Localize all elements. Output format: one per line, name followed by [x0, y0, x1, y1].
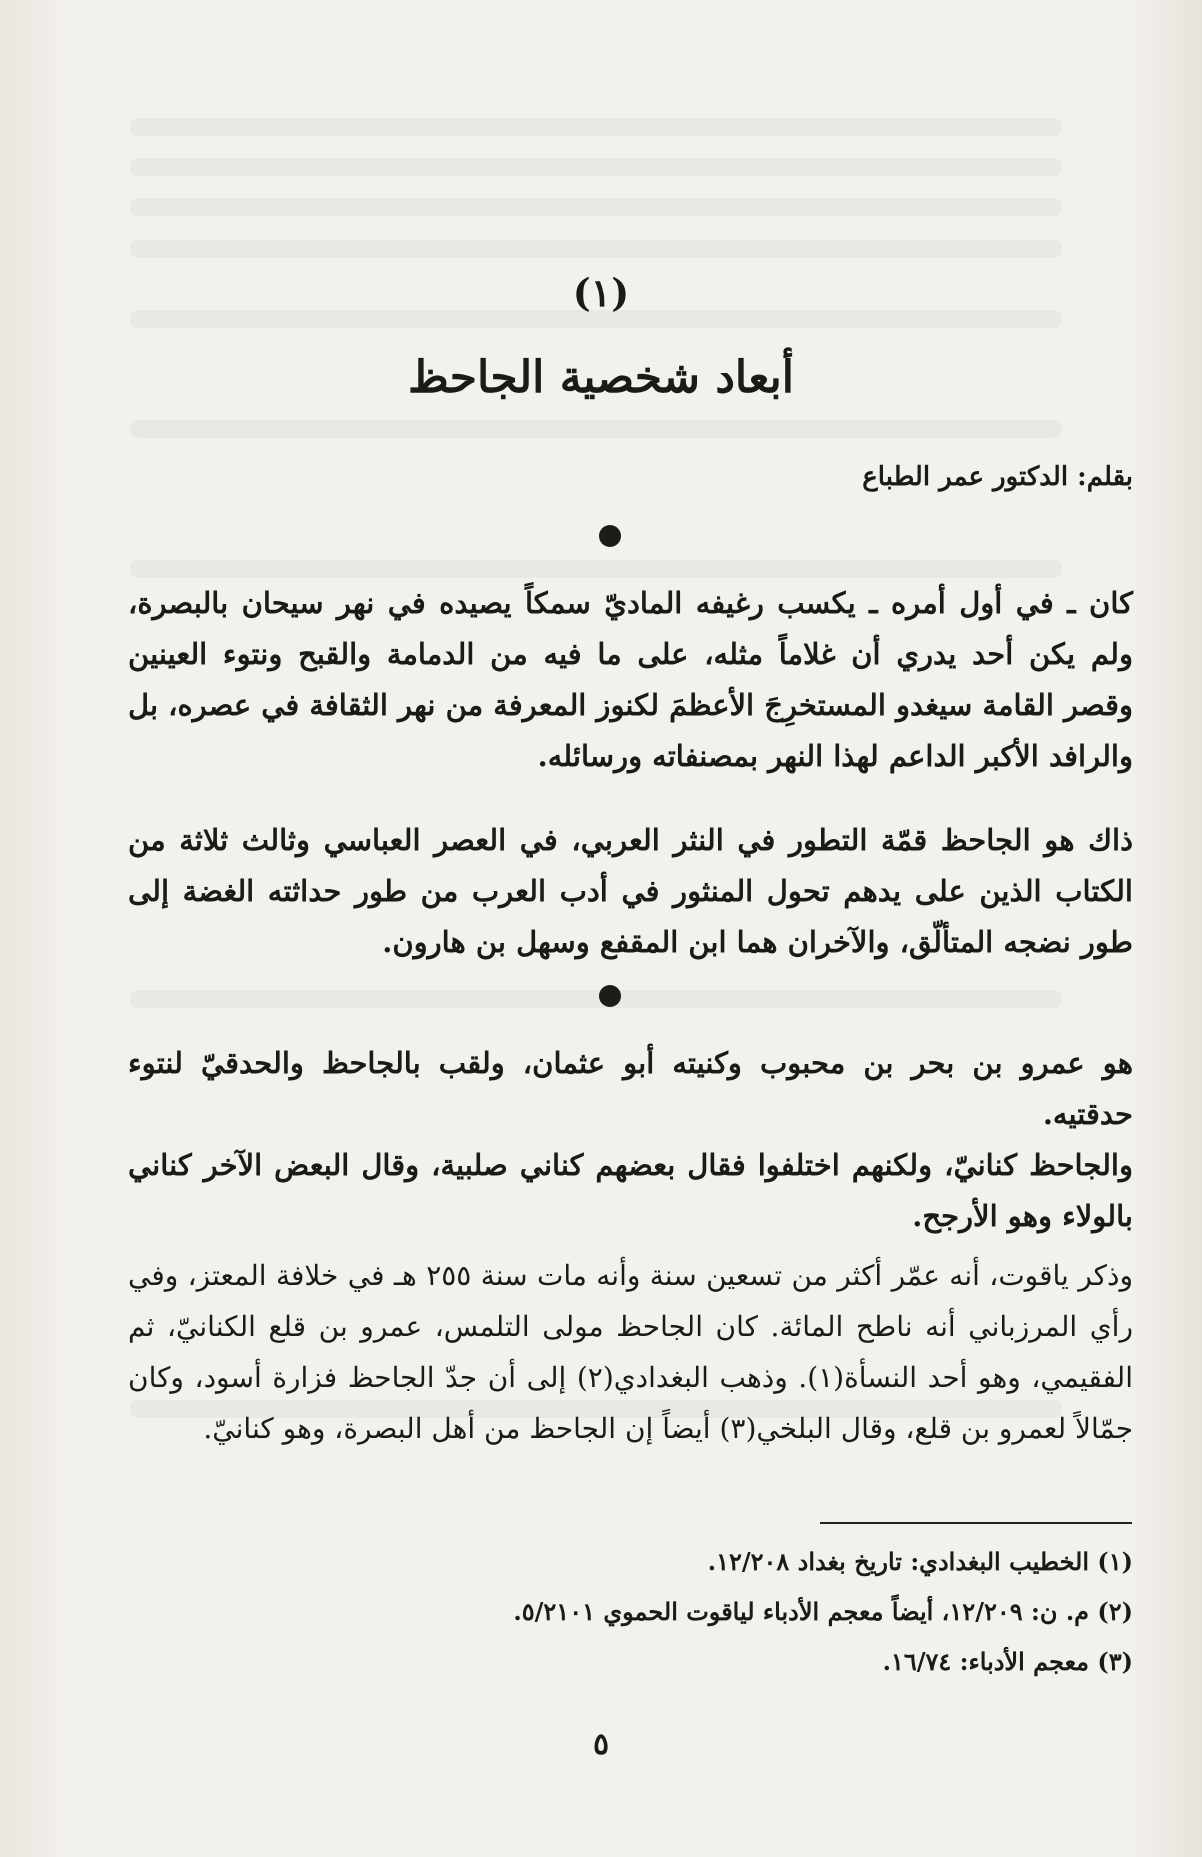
paragraph: ذاك هو الجاحظ قمّة التطور في النثر العربي، في العصر العباسي وثالث ثلاثة من الكتاب الذين على يدهم تحول المنثور في أدب العرب من طور حداثته الغضة إلى طور نضجه المتألّق، والآخران هما ابن المقفع وسهل بن هارون.: [128, 823, 1133, 959]
paragraph: هو عمرو بن بحر بن محبوب وكنيته أبو عثمان، ولقب بالجاحظ والحدقيّ لنتوء حدقتيه.: [128, 1046, 1133, 1131]
footnote: (٢) م. ن: ١٢/٢٠٩، أيضاً معجم الأدباء لياقوت الحموي ٥/٢١٠١.: [513, 1597, 1133, 1626]
footnote-rule: [820, 1522, 1132, 1524]
page-number: ٥: [592, 1727, 610, 1762]
chapter-number: (١): [572, 270, 630, 315]
footnote: (٣) معجم الأدباء: ١٦/٧٤.: [882, 1647, 1133, 1676]
author-line: بقلم: الدكتور عمر الطباع: [862, 462, 1133, 492]
paragraph: وذكر ياقوت، أنه عمّر أكثر من تسعين سنة وأنه مات سنة ٢٥٥ هـ في خلافة المعتز، وفي رأي المرزباني أنه ناطح المائة. كان الجاحظ مولى التلمس، عمرو بن قلع الكنانيّ، ثم الفقيمي، وهو أحد النسأة(١). وذهب البغدادي(٢) إلى أن جدّ الجاحظ فزارة أسود، وكان جمّالاً لعمرو بن قلع، وقال البلخي(٣) أيضاً إن الجاحظ من أهل البصرة، وهو كنانيّ.: [128, 1259, 1133, 1445]
show-through: [130, 990, 1062, 1008]
section-dot: [599, 985, 621, 1007]
section-dot: [599, 525, 621, 547]
show-through: [130, 198, 1062, 216]
chapter-title: أبعاد شخصية الجاحظ: [407, 352, 795, 403]
show-through: [130, 118, 1062, 136]
paragraph: كان ـ في أول أمره ـ يكسب رغيفه الماديّ سمكاً يصيده في نهر سيحان بالبصرة، ولم يكن أحد يدري أن غلاماً مثله، على ما فيه من الدمامة والقبح ونتوء العينين وقصر القامة سيغدو المستخرِجَ الأعظمَ لكنوز المعرفة من نهر الثقافة في عصره، بل والرافد الأكبر الداعم لهذا النهر بمصنفاته ورسائله.: [128, 586, 1133, 773]
show-through: [130, 240, 1062, 258]
paragraph: والجاحظ كنانيّ، ولكنهم اختلفوا فقال بعضهم كناني صلبية، وقال البعض الآخر كناني بالولاء وهو الأرجح.: [128, 1148, 1133, 1233]
show-through: [130, 420, 1062, 438]
footnote: (١) الخطيب البغدادي: تاريخ بغداد ١٢/٢٠٨.: [707, 1547, 1133, 1576]
show-through: [130, 560, 1062, 578]
show-through: [130, 158, 1062, 176]
